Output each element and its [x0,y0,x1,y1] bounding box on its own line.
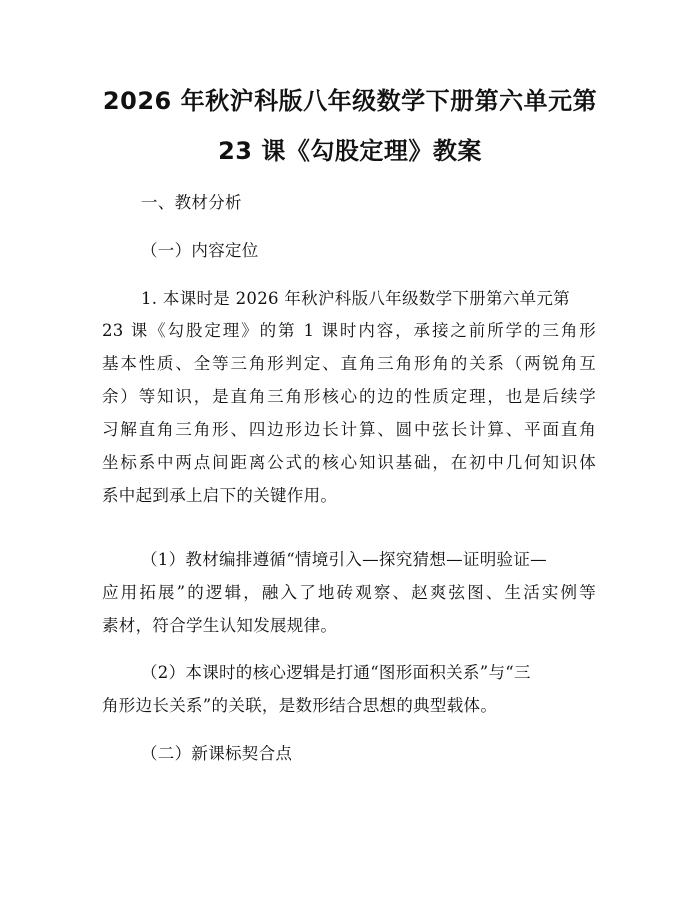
section-heading-textbook-analysis: 一、教材分析 [141,193,242,212]
paragraph-1-line-1: 1. 本课时是 2026 年秋沪科版八年级数学下册第六单元第 [141,289,570,308]
subsection-heading-curriculum-alignment: （二）新课标契合点 [141,744,293,763]
paragraph-1-line-7: 系中起到承上启下的关键作用。 [102,486,338,505]
paragraph-1-line-3: 基本性质、全等三角形判定、直角三角形角的关系（两锐角互 [102,354,596,373]
document-title-line-2: 23 课《勾股定理》教案 [218,137,482,165]
paragraph-2-line-1: （1）教材编排遵循“情境引入—探究猜想—证明验证— [141,550,547,569]
paragraph-3-line-1: （2）本课时的核心逻辑是打通“图形面积关系”与“三 [141,663,531,682]
subsection-heading-content-positioning: （一）内容定位 [141,241,259,260]
paragraph-1-line-6: 坐标系中两点间距离公式的核心知识基础，在初中几何知识体 [102,453,596,472]
document-title-line-1: 2026 年秋沪科版八年级数学下册第六单元第 [102,87,598,115]
paragraph-1-line-2: 23 课《勾股定理》的第 1 课时内容，承接之前所学的三角形 [102,321,596,340]
paragraph-2-line-3: 素材，符合学生认知发展规律。 [102,616,338,635]
paragraph-1-line-4: 余）等知识，是直角三角形核心的边的性质定理，也是后续学 [102,387,596,406]
paragraph-2-line-2: 应用拓展”的逻辑，融入了地砖观察、赵爽弦图、生活实例等 [102,583,596,602]
paragraph-3-line-2: 角形边长关系”的关联，是数形结合思想的典型载体。 [102,696,498,715]
paragraph-1-line-5: 习解直角三角形、四边形边长计算、圆中弦长计算、平面直角 [102,420,596,439]
